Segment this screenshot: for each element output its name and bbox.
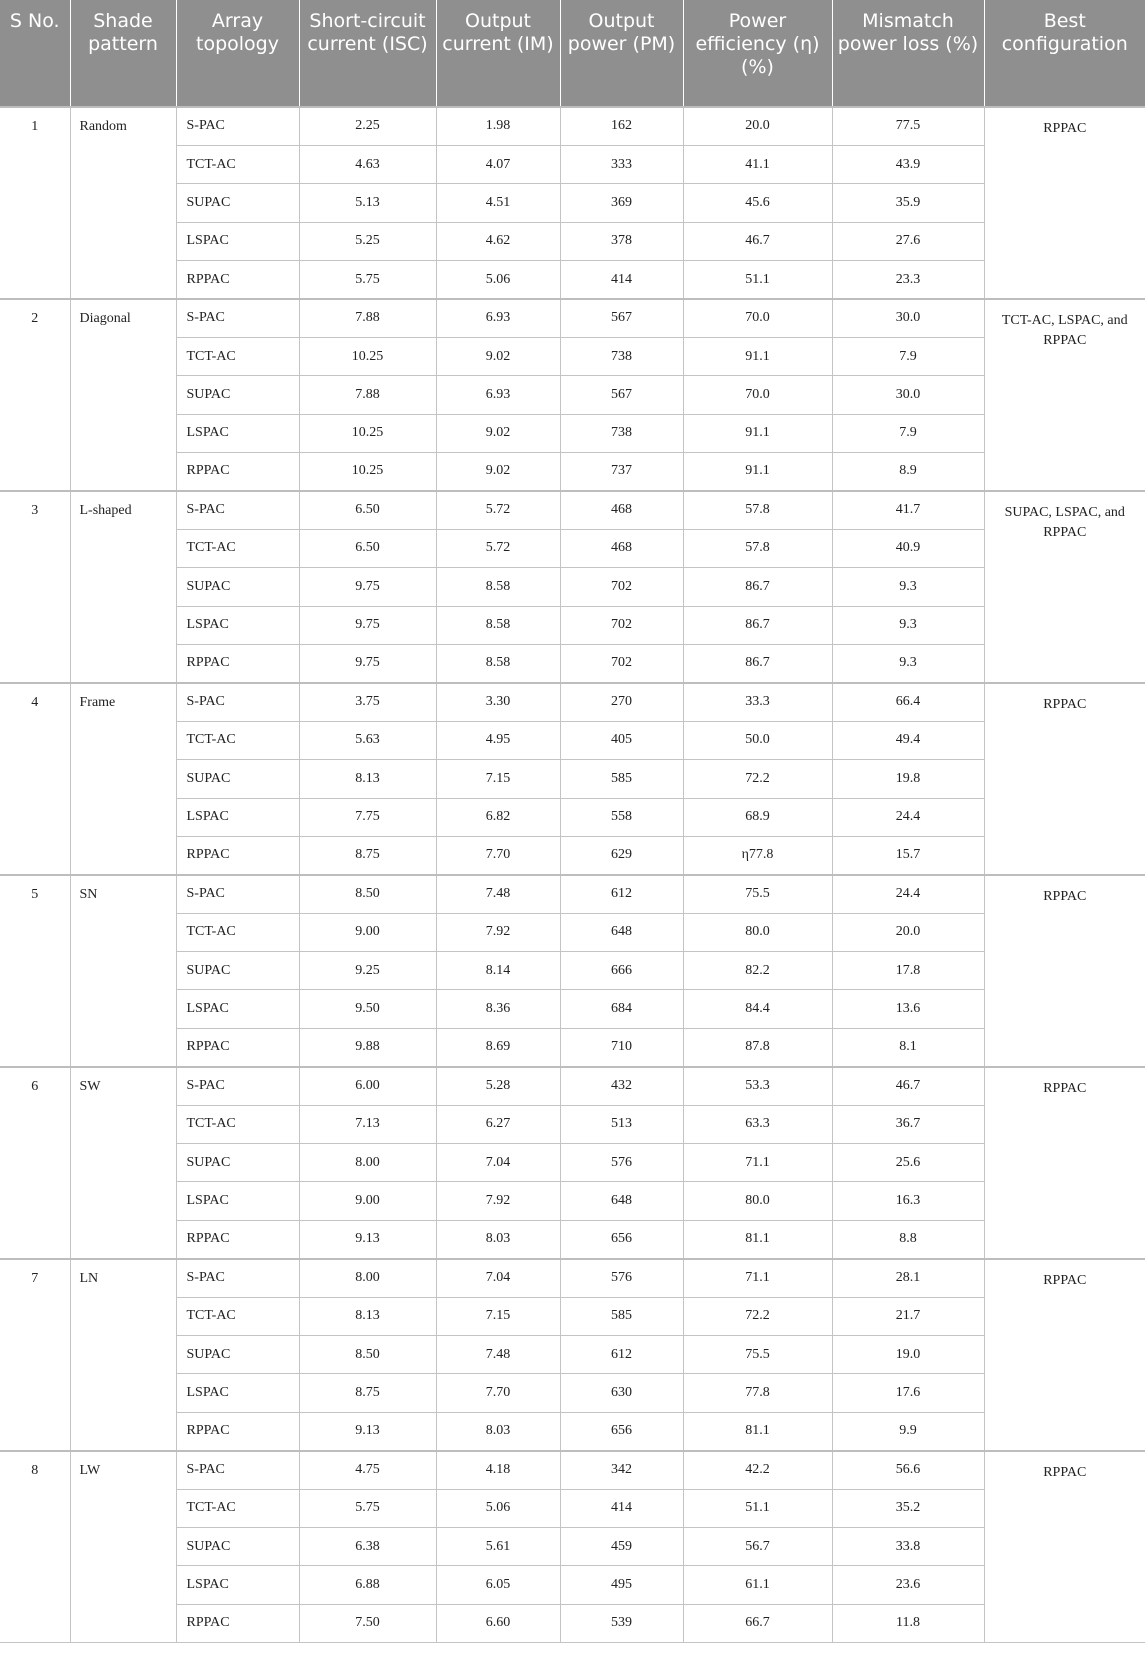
power-efficiency-cell: 80.0	[683, 1182, 832, 1220]
power-efficiency-cell: 91.1	[683, 453, 832, 491]
output-current-cell: 8.58	[436, 606, 560, 644]
short-circuit-current-cell: 5.75	[299, 1489, 436, 1527]
array-topology-cell: RPPAC	[176, 1412, 299, 1450]
power-efficiency-cell: 51.1	[683, 261, 832, 299]
short-circuit-current-cell: 7.13	[299, 1105, 436, 1143]
array-topology-cell: SUPAC	[176, 1336, 299, 1374]
power-efficiency-cell: 86.7	[683, 568, 832, 606]
power-efficiency-cell: 68.9	[683, 798, 832, 836]
array-topology-cell: LSPAC	[176, 1374, 299, 1412]
array-topology-cell: S-PAC	[176, 875, 299, 913]
power-efficiency-cell: 20.0	[683, 107, 832, 145]
short-circuit-current-cell: 9.50	[299, 990, 436, 1028]
mismatch-loss-cell: 15.7	[832, 836, 984, 874]
mismatch-loss-cell: 19.0	[832, 1336, 984, 1374]
output-current-cell: 8.36	[436, 990, 560, 1028]
output-current-cell: 4.62	[436, 222, 560, 260]
output-current-cell: 5.06	[436, 1489, 560, 1527]
array-topology-cell: SUPAC	[176, 952, 299, 990]
best-configuration-cell: RPPAC	[984, 107, 1145, 299]
mismatch-loss-cell: 9.3	[832, 606, 984, 644]
mismatch-loss-cell: 40.9	[832, 529, 984, 567]
short-circuit-current-cell: 10.25	[299, 414, 436, 452]
output-power-cell: 468	[560, 491, 683, 529]
mismatch-loss-cell: 25.6	[832, 1144, 984, 1182]
power-efficiency-cell: 46.7	[683, 222, 832, 260]
output-current-cell: 5.61	[436, 1527, 560, 1565]
array-topology-cell: SUPAC	[176, 1527, 299, 1565]
col-header-shade-pattern: Shade pattern	[70, 0, 176, 107]
array-topology-cell: S-PAC	[176, 1067, 299, 1105]
power-efficiency-cell: 70.0	[683, 299, 832, 337]
mismatch-loss-cell: 24.4	[832, 798, 984, 836]
mismatch-loss-cell: 41.7	[832, 491, 984, 529]
array-topology-cell: LSPAC	[176, 414, 299, 452]
output-power-cell: 656	[560, 1220, 683, 1258]
col-header-mismatch-power-loss: Mismatch power loss (%)	[832, 0, 984, 107]
power-efficiency-cell: 57.8	[683, 491, 832, 529]
mismatch-loss-cell: 8.9	[832, 453, 984, 491]
mismatch-loss-cell: 21.7	[832, 1297, 984, 1335]
col-header-s-no: S No.	[0, 0, 70, 107]
output-power-cell: 585	[560, 1297, 683, 1335]
short-circuit-current-cell: 4.63	[299, 145, 436, 183]
array-topology-cell: S-PAC	[176, 1451, 299, 1489]
output-power-cell: 666	[560, 952, 683, 990]
output-current-cell: 7.92	[436, 913, 560, 951]
array-topology-cell: RPPAC	[176, 836, 299, 874]
best-configuration-cell: RPPAC	[984, 1259, 1145, 1451]
output-current-cell: 6.27	[436, 1105, 560, 1143]
power-efficiency-cell: 51.1	[683, 1489, 832, 1527]
table-header	[0, 0, 1145, 107]
output-current-cell: 8.03	[436, 1412, 560, 1450]
mismatch-loss-cell: 27.6	[832, 222, 984, 260]
array-topology-cell: SUPAC	[176, 1144, 299, 1182]
array-topology-cell: RPPAC	[176, 261, 299, 299]
output-current-cell: 3.30	[436, 683, 560, 721]
array-topology-cell: TCT-AC	[176, 1297, 299, 1335]
mismatch-loss-cell: 49.4	[832, 721, 984, 759]
short-circuit-current-cell: 9.75	[299, 606, 436, 644]
short-circuit-current-cell: 9.00	[299, 1182, 436, 1220]
output-current-cell: 6.93	[436, 376, 560, 414]
mismatch-loss-cell: 20.0	[832, 913, 984, 951]
output-power-cell: 612	[560, 1336, 683, 1374]
col-header-short-circuit-current: Short-circuit current (ISC)	[299, 0, 436, 107]
array-topology-cell: LSPAC	[176, 1566, 299, 1604]
power-efficiency-cell: 33.3	[683, 683, 832, 721]
s-no-cell: 4	[0, 683, 70, 875]
array-topology-cell: RPPAC	[176, 1604, 299, 1642]
mismatch-loss-cell: 56.6	[832, 1451, 984, 1489]
output-current-cell: 9.02	[436, 414, 560, 452]
mismatch-loss-cell: 30.0	[832, 376, 984, 414]
short-circuit-current-cell: 5.75	[299, 261, 436, 299]
mismatch-loss-cell: 23.3	[832, 261, 984, 299]
power-efficiency-cell: 72.2	[683, 1297, 832, 1335]
output-current-cell: 6.93	[436, 299, 560, 337]
output-power-cell: 342	[560, 1451, 683, 1489]
output-power-cell: 495	[560, 1566, 683, 1604]
short-circuit-current-cell: 8.75	[299, 1374, 436, 1412]
short-circuit-current-cell: 9.75	[299, 644, 436, 682]
output-current-cell: 5.72	[436, 529, 560, 567]
short-circuit-current-cell: 2.25	[299, 107, 436, 145]
short-circuit-current-cell: 9.25	[299, 952, 436, 990]
output-current-cell: 8.03	[436, 1220, 560, 1258]
mismatch-loss-cell: 46.7	[832, 1067, 984, 1105]
output-power-cell: 459	[560, 1527, 683, 1565]
table-row	[0, 683, 1145, 721]
shade-pattern-cell: SN	[70, 875, 176, 1067]
short-circuit-current-cell: 6.88	[299, 1566, 436, 1604]
s-no-cell: 3	[0, 491, 70, 683]
array-topology-cell: LSPAC	[176, 222, 299, 260]
output-power-cell: 630	[560, 1374, 683, 1412]
best-configuration-cell: RPPAC	[984, 683, 1145, 875]
short-circuit-current-cell: 7.75	[299, 798, 436, 836]
array-topology-cell: TCT-AC	[176, 1489, 299, 1527]
array-topology-cell: RPPAC	[176, 453, 299, 491]
best-configuration-cell: RPPAC	[984, 1067, 1145, 1259]
output-current-cell: 4.95	[436, 721, 560, 759]
output-current-cell: 5.72	[436, 491, 560, 529]
array-topology-cell: S-PAC	[176, 107, 299, 145]
output-current-cell: 8.14	[436, 952, 560, 990]
shade-pattern-cell: LN	[70, 1259, 176, 1451]
short-circuit-current-cell: 4.75	[299, 1451, 436, 1489]
output-power-cell: 737	[560, 453, 683, 491]
array-topology-cell: S-PAC	[176, 491, 299, 529]
mismatch-loss-cell: 28.1	[832, 1259, 984, 1297]
short-circuit-current-cell: 6.50	[299, 491, 436, 529]
array-topology-cell: TCT-AC	[176, 721, 299, 759]
output-current-cell: 7.15	[436, 1297, 560, 1335]
output-power-cell: 333	[560, 145, 683, 183]
output-current-cell: 7.70	[436, 836, 560, 874]
output-power-cell: 629	[560, 836, 683, 874]
output-power-cell: 710	[560, 1028, 683, 1066]
short-circuit-current-cell: 8.50	[299, 1336, 436, 1374]
power-efficiency-cell: 61.1	[683, 1566, 832, 1604]
power-efficiency-cell: 80.0	[683, 913, 832, 951]
power-efficiency-cell: 86.7	[683, 606, 832, 644]
short-circuit-current-cell: 10.25	[299, 453, 436, 491]
array-topology-cell: SUPAC	[176, 376, 299, 414]
s-no-cell: 2	[0, 299, 70, 491]
mismatch-loss-cell: 11.8	[832, 1604, 984, 1642]
table-row	[0, 1259, 1145, 1297]
mismatch-loss-cell: 19.8	[832, 760, 984, 798]
power-efficiency-cell: 84.4	[683, 990, 832, 1028]
output-current-cell: 9.02	[436, 453, 560, 491]
mismatch-loss-cell: 33.8	[832, 1527, 984, 1565]
output-power-cell: 378	[560, 222, 683, 260]
power-efficiency-cell: 50.0	[683, 721, 832, 759]
short-circuit-current-cell: 6.50	[299, 529, 436, 567]
table-row	[0, 491, 1145, 529]
s-no-cell: 7	[0, 1259, 70, 1451]
output-current-cell: 5.06	[436, 261, 560, 299]
mismatch-loss-cell: 13.6	[832, 990, 984, 1028]
output-power-cell: 702	[560, 644, 683, 682]
short-circuit-current-cell: 8.75	[299, 836, 436, 874]
output-current-cell: 7.04	[436, 1144, 560, 1182]
shade-pattern-cell: SW	[70, 1067, 176, 1259]
table-body	[0, 107, 1145, 1643]
mismatch-loss-cell: 9.9	[832, 1412, 984, 1450]
output-power-cell: 702	[560, 568, 683, 606]
power-efficiency-cell: 71.1	[683, 1259, 832, 1297]
mismatch-loss-cell: 35.9	[832, 184, 984, 222]
short-circuit-current-cell: 6.00	[299, 1067, 436, 1105]
col-header-best-configuration: Best configuration	[984, 0, 1145, 107]
power-efficiency-cell: 45.6	[683, 184, 832, 222]
array-topology-cell: LSPAC	[176, 798, 299, 836]
s-no-cell: 5	[0, 875, 70, 1067]
short-circuit-current-cell: 7.88	[299, 299, 436, 337]
power-efficiency-cell: 91.1	[683, 414, 832, 452]
output-current-cell: 7.70	[436, 1374, 560, 1412]
mismatch-loss-cell: 9.3	[832, 568, 984, 606]
output-power-cell: 513	[560, 1105, 683, 1143]
shade-pattern-cell: Frame	[70, 683, 176, 875]
power-efficiency-cell: 86.7	[683, 644, 832, 682]
short-circuit-current-cell: 9.88	[299, 1028, 436, 1066]
power-efficiency-cell: η77.8	[683, 836, 832, 874]
output-power-cell: 576	[560, 1144, 683, 1182]
short-circuit-current-cell: 7.88	[299, 376, 436, 414]
short-circuit-current-cell: 9.75	[299, 568, 436, 606]
output-power-cell: 468	[560, 529, 683, 567]
power-efficiency-cell: 91.1	[683, 337, 832, 375]
power-efficiency-cell: 82.2	[683, 952, 832, 990]
array-topology-cell: S-PAC	[176, 299, 299, 337]
output-power-cell: 432	[560, 1067, 683, 1105]
mismatch-loss-cell: 17.6	[832, 1374, 984, 1412]
power-efficiency-cell: 81.1	[683, 1220, 832, 1258]
power-efficiency-cell: 72.2	[683, 760, 832, 798]
shade-pattern-cell: LW	[70, 1451, 176, 1643]
array-topology-cell: TCT-AC	[176, 913, 299, 951]
col-header-array-topology: Array topology	[176, 0, 299, 107]
shade-pattern-cell: L-shaped	[70, 491, 176, 683]
best-configuration-cell: RPPAC	[984, 1451, 1145, 1643]
output-power-cell: 270	[560, 683, 683, 721]
output-power-cell: 738	[560, 414, 683, 452]
output-power-cell: 738	[560, 337, 683, 375]
output-power-cell: 585	[560, 760, 683, 798]
short-circuit-current-cell: 8.00	[299, 1259, 436, 1297]
s-no-cell: 1	[0, 107, 70, 299]
best-configuration-cell: TCT-AC, LSPAC, and RPPAC	[984, 299, 1145, 491]
power-efficiency-cell: 56.7	[683, 1527, 832, 1565]
s-no-cell: 8	[0, 1451, 70, 1643]
output-power-cell: 539	[560, 1604, 683, 1642]
array-topology-cell: SUPAC	[176, 184, 299, 222]
array-topology-cell: TCT-AC	[176, 529, 299, 567]
best-configuration-cell: SUPAC, LSPAC, and RPPAC	[984, 491, 1145, 683]
mismatch-loss-cell: 17.8	[832, 952, 984, 990]
array-topology-cell: S-PAC	[176, 1259, 299, 1297]
mismatch-loss-cell: 66.4	[832, 683, 984, 721]
power-efficiency-cell: 75.5	[683, 1336, 832, 1374]
output-current-cell: 4.51	[436, 184, 560, 222]
output-current-cell: 8.58	[436, 644, 560, 682]
shade-pattern-cell: Diagonal	[70, 299, 176, 491]
output-current-cell: 6.05	[436, 1566, 560, 1604]
mismatch-loss-cell: 36.7	[832, 1105, 984, 1143]
array-topology-cell: S-PAC	[176, 683, 299, 721]
table-row	[0, 1067, 1145, 1105]
power-efficiency-cell: 75.5	[683, 875, 832, 913]
power-efficiency-cell: 77.8	[683, 1374, 832, 1412]
table-row	[0, 1451, 1145, 1489]
mismatch-loss-cell: 7.9	[832, 337, 984, 375]
short-circuit-current-cell: 10.25	[299, 337, 436, 375]
array-topology-cell: TCT-AC	[176, 145, 299, 183]
output-power-cell: 567	[560, 299, 683, 337]
mismatch-loss-cell: 16.3	[832, 1182, 984, 1220]
short-circuit-current-cell: 5.25	[299, 222, 436, 260]
output-power-cell: 405	[560, 721, 683, 759]
mismatch-loss-cell: 43.9	[832, 145, 984, 183]
array-topology-cell: LSPAC	[176, 1182, 299, 1220]
mismatch-loss-cell: 7.9	[832, 414, 984, 452]
output-current-cell: 7.48	[436, 1336, 560, 1374]
output-power-cell: 656	[560, 1412, 683, 1450]
power-efficiency-cell: 57.8	[683, 529, 832, 567]
output-power-cell: 414	[560, 1489, 683, 1527]
output-current-cell: 9.02	[436, 337, 560, 375]
output-current-cell: 4.18	[436, 1451, 560, 1489]
table-row	[0, 875, 1145, 913]
table-row	[0, 107, 1145, 145]
output-current-cell: 7.48	[436, 875, 560, 913]
short-circuit-current-cell: 5.13	[299, 184, 436, 222]
short-circuit-current-cell: 8.50	[299, 875, 436, 913]
mismatch-loss-cell: 24.4	[832, 875, 984, 913]
mismatch-loss-cell: 8.1	[832, 1028, 984, 1066]
output-power-cell: 162	[560, 107, 683, 145]
output-power-cell: 414	[560, 261, 683, 299]
output-power-cell: 648	[560, 913, 683, 951]
output-current-cell: 5.28	[436, 1067, 560, 1105]
short-circuit-current-cell: 6.38	[299, 1527, 436, 1565]
short-circuit-current-cell: 8.00	[299, 1144, 436, 1182]
short-circuit-current-cell: 8.13	[299, 760, 436, 798]
power-efficiency-cell: 70.0	[683, 376, 832, 414]
power-efficiency-cell: 63.3	[683, 1105, 832, 1143]
output-power-cell: 648	[560, 1182, 683, 1220]
col-header-output-current: Output current (IM)	[436, 0, 560, 107]
output-current-cell: 8.58	[436, 568, 560, 606]
short-circuit-current-cell: 7.50	[299, 1604, 436, 1642]
output-current-cell: 6.82	[436, 798, 560, 836]
output-current-cell: 4.07	[436, 145, 560, 183]
power-efficiency-cell: 53.3	[683, 1067, 832, 1105]
array-topology-cell: SUPAC	[176, 760, 299, 798]
output-power-cell: 369	[560, 184, 683, 222]
array-topology-cell: TCT-AC	[176, 337, 299, 375]
array-topology-cell: LSPAC	[176, 990, 299, 1028]
short-circuit-current-cell: 9.13	[299, 1412, 436, 1450]
power-efficiency-cell: 71.1	[683, 1144, 832, 1182]
power-efficiency-cell: 87.8	[683, 1028, 832, 1066]
mismatch-loss-cell: 8.8	[832, 1220, 984, 1258]
power-efficiency-cell: 81.1	[683, 1412, 832, 1450]
short-circuit-current-cell: 8.13	[299, 1297, 436, 1335]
array-topology-cell: TCT-AC	[176, 1105, 299, 1143]
output-power-cell: 702	[560, 606, 683, 644]
output-current-cell: 8.69	[436, 1028, 560, 1066]
mismatch-loss-cell: 35.2	[832, 1489, 984, 1527]
short-circuit-current-cell: 9.13	[299, 1220, 436, 1258]
s-no-cell: 6	[0, 1067, 70, 1259]
output-power-cell: 558	[560, 798, 683, 836]
power-efficiency-cell: 42.2	[683, 1451, 832, 1489]
array-topology-cell: RPPAC	[176, 644, 299, 682]
header-row	[0, 0, 1145, 107]
output-power-cell: 567	[560, 376, 683, 414]
best-configuration-cell: RPPAC	[984, 875, 1145, 1067]
short-circuit-current-cell: 5.63	[299, 721, 436, 759]
col-header-power-efficiency: Power efficiency (η) (%)	[683, 0, 832, 107]
output-current-cell: 1.98	[436, 107, 560, 145]
output-power-cell: 612	[560, 875, 683, 913]
array-topology-cell: LSPAC	[176, 606, 299, 644]
mismatch-loss-cell: 9.3	[832, 644, 984, 682]
shade-pattern-cell: Random	[70, 107, 176, 299]
short-circuit-current-cell: 9.00	[299, 913, 436, 951]
mismatch-loss-cell: 77.5	[832, 107, 984, 145]
power-efficiency-cell: 66.7	[683, 1604, 832, 1642]
mismatch-loss-cell: 30.0	[832, 299, 984, 337]
array-topology-cell: SUPAC	[176, 568, 299, 606]
array-topology-cell: RPPAC	[176, 1028, 299, 1066]
short-circuit-current-cell: 3.75	[299, 683, 436, 721]
array-topology-cell: RPPAC	[176, 1220, 299, 1258]
output-current-cell: 6.60	[436, 1604, 560, 1642]
output-current-cell: 7.15	[436, 760, 560, 798]
mismatch-loss-cell: 23.6	[832, 1566, 984, 1604]
output-power-cell: 684	[560, 990, 683, 1028]
table-row	[0, 299, 1145, 337]
output-power-cell: 576	[560, 1259, 683, 1297]
output-current-cell: 7.04	[436, 1259, 560, 1297]
output-current-cell: 7.92	[436, 1182, 560, 1220]
col-header-output-power: Output power (PM)	[560, 0, 683, 107]
power-efficiency-cell: 41.1	[683, 145, 832, 183]
